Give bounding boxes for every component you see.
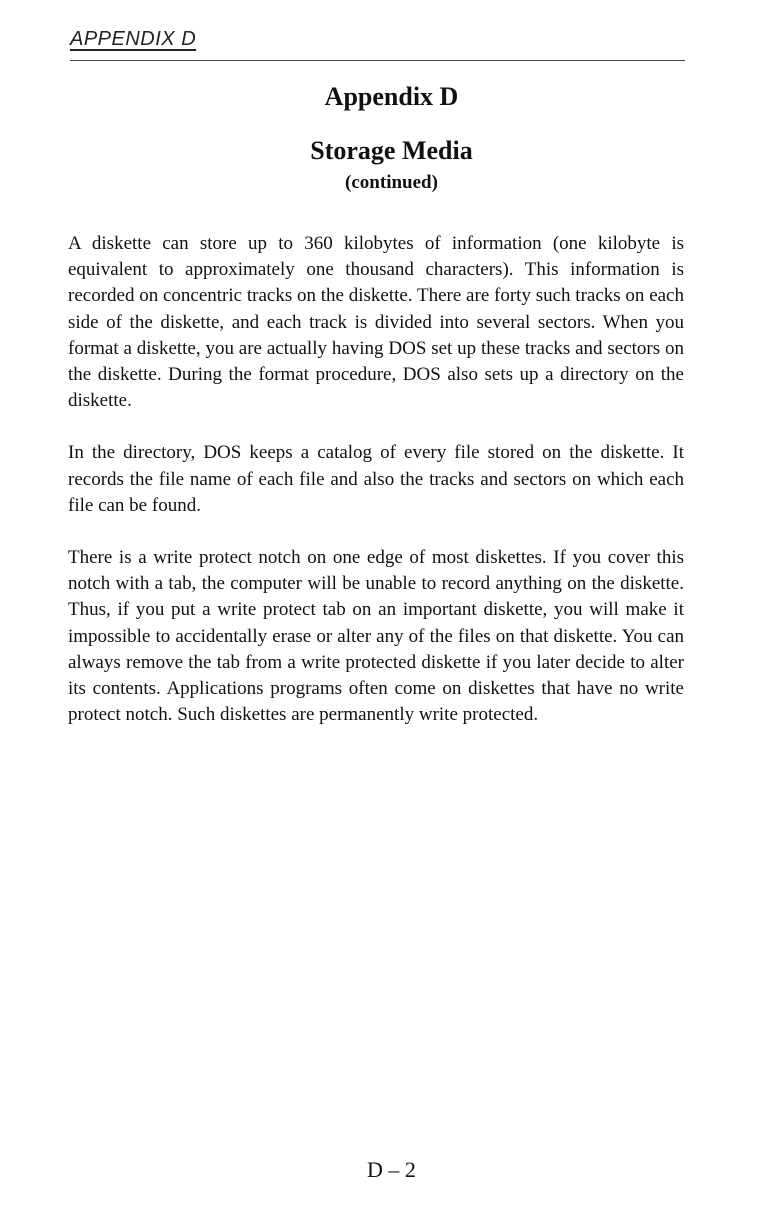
section-title: Storage Media — [310, 136, 473, 165]
appendix-title: Appendix D — [324, 82, 459, 111]
section-subtitle: (continued) — [345, 172, 438, 193]
body-text — [68, 231, 684, 754]
paragraph-diskette-capacity: A diskette can store up to 360 kilobytes of information (one kilobyte is equivalent to approximately one thousand characters). This information is recorded on concentric tracks on the diskette. There are forty such tracks on each side of the diskette, and each track is divided into several sectors. When you format a diskette, you are actually having DOS set up these tracks and sectors on the diskette. During the format procedure, DOS also sets up a directory on the diskette. — [68, 233, 684, 412]
page-number: D – 2 — [367, 1157, 416, 1182]
running-header-title: APPENDIX D — [70, 28, 197, 50]
paragraph-directory: In the directory, DOS keeps a catalog of every file stored on the diskette. It records the file name of each file and also the tracks and sectors on which each file can be found. — [68, 442, 684, 516]
running-header — [70, 28, 685, 61]
paragraph-write-protect: There is a write protect notch on one edge of most diskettes. If you cover this notch with a tab, the computer will be unable to record anything on the diskette. Thus, if you put a write protect tab on an important diskette, you will make it impossible to accidentally erase or alter any of the files on that diskette. You can always remove the tab from a write protected diskette if you later decide to alter its contents. Applications programs often come on diskettes that have no write protect notch. Such diskettes are permanently write protected. — [68, 547, 684, 726]
